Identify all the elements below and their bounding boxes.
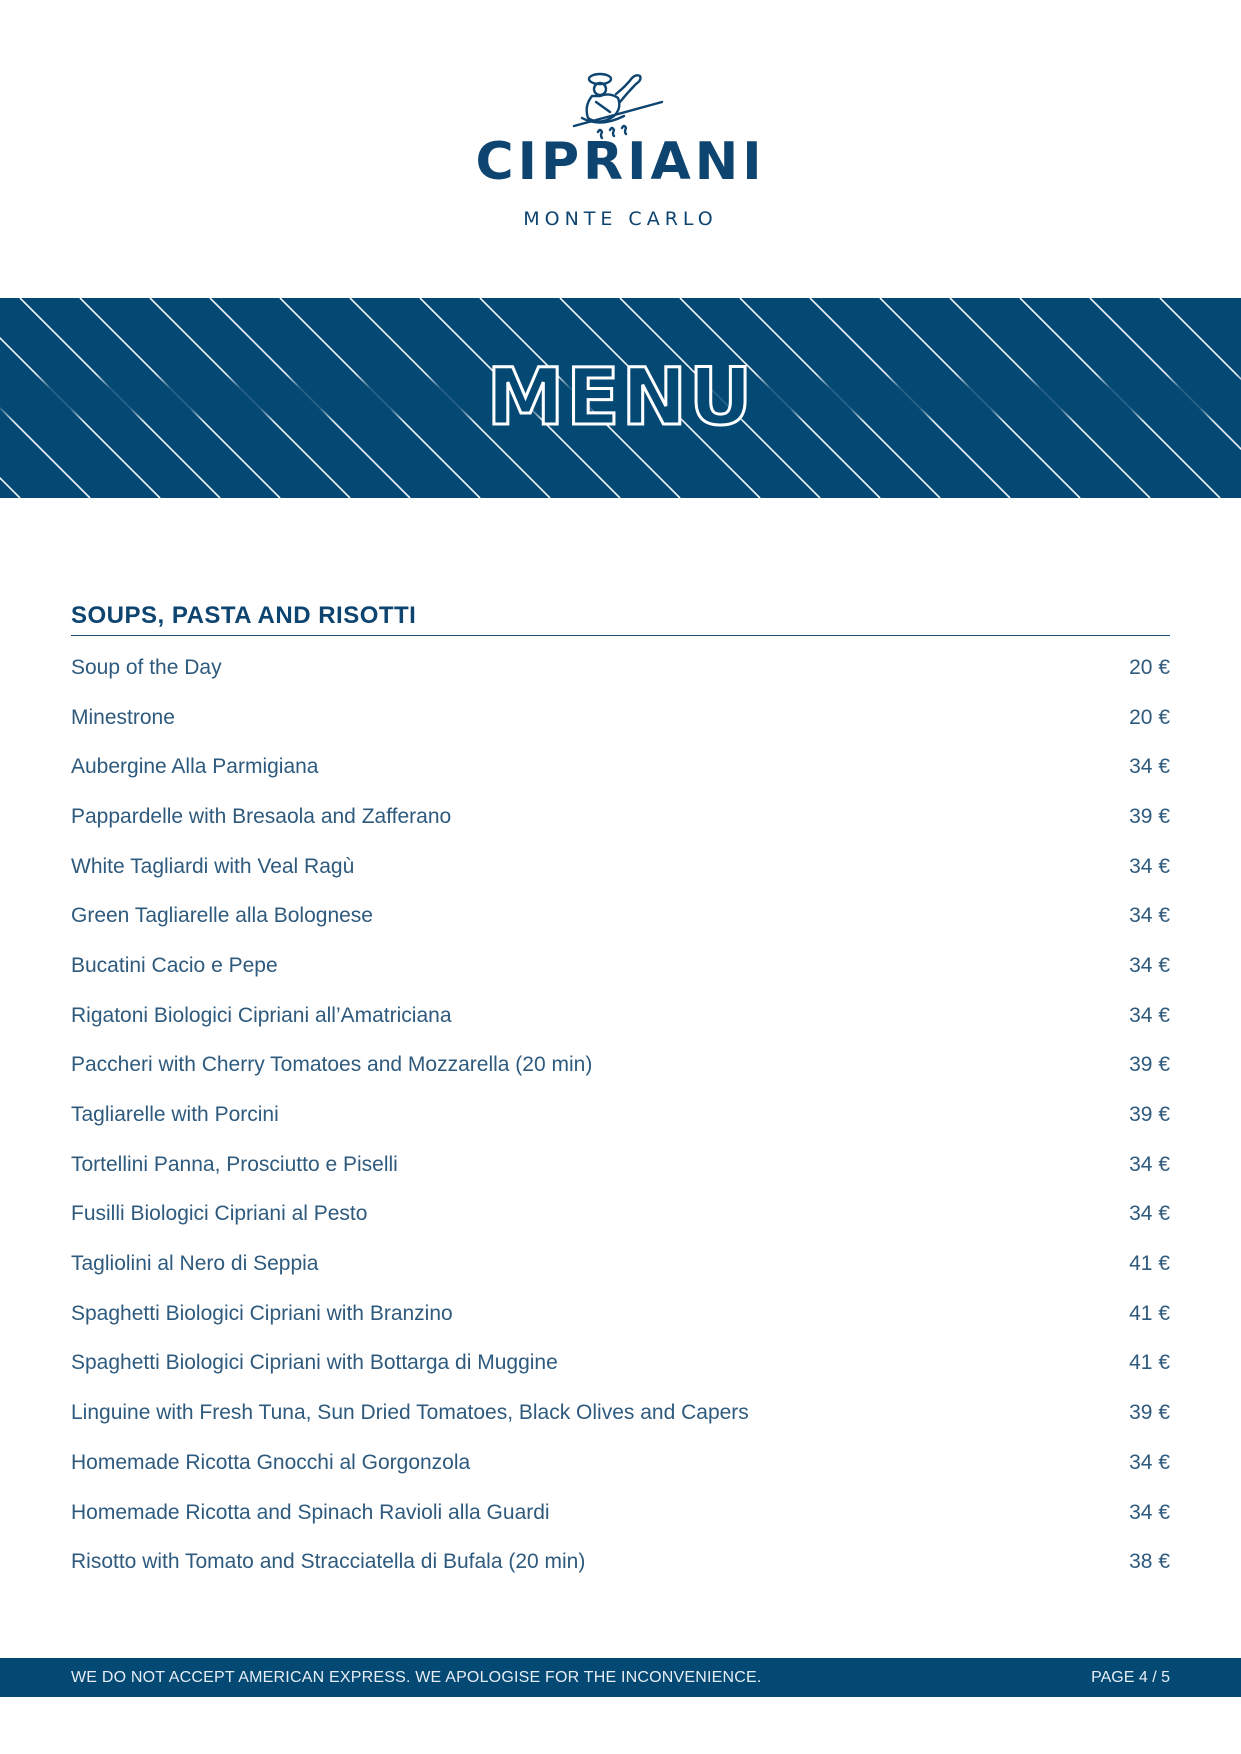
item-price: 34 € — [1129, 1202, 1170, 1226]
item-price: 34 € — [1129, 1152, 1170, 1176]
item-name: Tagliolini al Nero di Seppia — [71, 1252, 319, 1276]
menu-item — [71, 991, 1170, 1041]
item-name: Fusilli Biologici Cipriani al Pesto — [71, 1202, 368, 1226]
item-price: 34 € — [1129, 904, 1170, 928]
menu-item — [71, 1388, 1170, 1438]
menu-item — [71, 941, 1170, 991]
menu-item — [71, 1537, 1170, 1587]
menu-item — [71, 1289, 1170, 1339]
page-number: PAGE 4 / 5 — [1091, 1669, 1170, 1686]
menu-item — [71, 1339, 1170, 1389]
menu-item — [71, 891, 1170, 941]
item-name: Risotto with Tomato and Stracciatella di Bufala (20 min) — [71, 1550, 586, 1574]
item-price: 34 € — [1129, 953, 1170, 977]
section-title: SOUPS, PASTA AND RISOTTI — [71, 596, 1170, 636]
item-price: 39 € — [1129, 1103, 1170, 1127]
menu-item — [71, 1488, 1170, 1538]
menu-items-list — [71, 643, 1170, 1587]
item-name: Tortellini Panna, Prosciutto e Piselli — [71, 1152, 398, 1176]
item-price: 41 € — [1129, 1301, 1170, 1325]
item-price: 39 € — [1129, 804, 1170, 828]
menu-item — [71, 1090, 1170, 1140]
item-price: 34 € — [1129, 854, 1170, 878]
item-price: 39 € — [1129, 1053, 1170, 1077]
item-name: Homemade Ricotta and Spinach Ravioli alla Guardi — [71, 1500, 550, 1524]
item-name: Homemade Ricotta Gnocchi al Gorgonzola — [71, 1450, 471, 1474]
item-name: Bucatini Cacio e Pepe — [71, 953, 278, 977]
item-name: Soup of the Day — [71, 655, 222, 679]
menu-item — [71, 742, 1170, 792]
item-name: White Tagliardi with Veal Ragù — [71, 854, 355, 878]
menu-item — [71, 792, 1170, 842]
item-price: 41 € — [1129, 1351, 1170, 1375]
item-price: 34 € — [1129, 755, 1170, 779]
menu-item — [71, 1190, 1170, 1240]
item-name: Linguine with Fresh Tuna, Sun Dried Tomatoes, Black Olives and Capers — [71, 1401, 749, 1425]
menu-item — [71, 1041, 1170, 1091]
menu-item — [71, 1140, 1170, 1190]
brand-location: MONTE CARLO — [523, 208, 718, 230]
payment-notice: WE DO NOT ACCEPT AMERICAN EXPRESS. WE APOLOGISE FOR THE INCONVENIENCE. — [71, 1669, 762, 1686]
item-name: Pappardelle with Bresaola and Zafferano — [71, 804, 452, 828]
menu-item — [71, 1239, 1170, 1289]
menu-item — [71, 693, 1170, 743]
menu-banner — [0, 298, 1241, 498]
item-price: 39 € — [1129, 1401, 1170, 1425]
item-name: Aubergine Alla Parmigiana — [71, 755, 319, 779]
footer-bar — [0, 1658, 1241, 1697]
item-price: 41 € — [1129, 1252, 1170, 1276]
item-price: 34 € — [1129, 1003, 1170, 1027]
soups-pasta-risotti-section — [71, 596, 1170, 1587]
item-price: 38 € — [1129, 1550, 1170, 1574]
menu-title: MENU — [486, 353, 755, 443]
item-name: Tagliarelle with Porcini — [71, 1103, 279, 1127]
logo-block — [0, 0, 1241, 260]
item-name: Spaghetti Biologici Cipriani with Branzino — [71, 1301, 453, 1325]
item-name: Spaghetti Biologici Cipriani with Bottarga di Muggine — [71, 1351, 558, 1375]
brand-name: CIPRIANI — [475, 132, 766, 192]
item-price: 20 € — [1129, 705, 1170, 729]
menu-item — [71, 643, 1170, 693]
item-price: 20 € — [1129, 655, 1170, 679]
item-name: Paccheri with Cherry Tomatoes and Mozzarella (20 min) — [71, 1053, 593, 1077]
menu-item — [71, 842, 1170, 892]
item-name: Rigatoni Biologici Cipriani all’Amatriciana — [71, 1003, 452, 1027]
item-price: 34 € — [1129, 1450, 1170, 1474]
menu-item — [71, 1438, 1170, 1488]
item-name: Minestrone — [71, 705, 175, 729]
item-name: Green Tagliarelle alla Bolognese — [71, 904, 373, 928]
item-price: 34 € — [1129, 1500, 1170, 1524]
